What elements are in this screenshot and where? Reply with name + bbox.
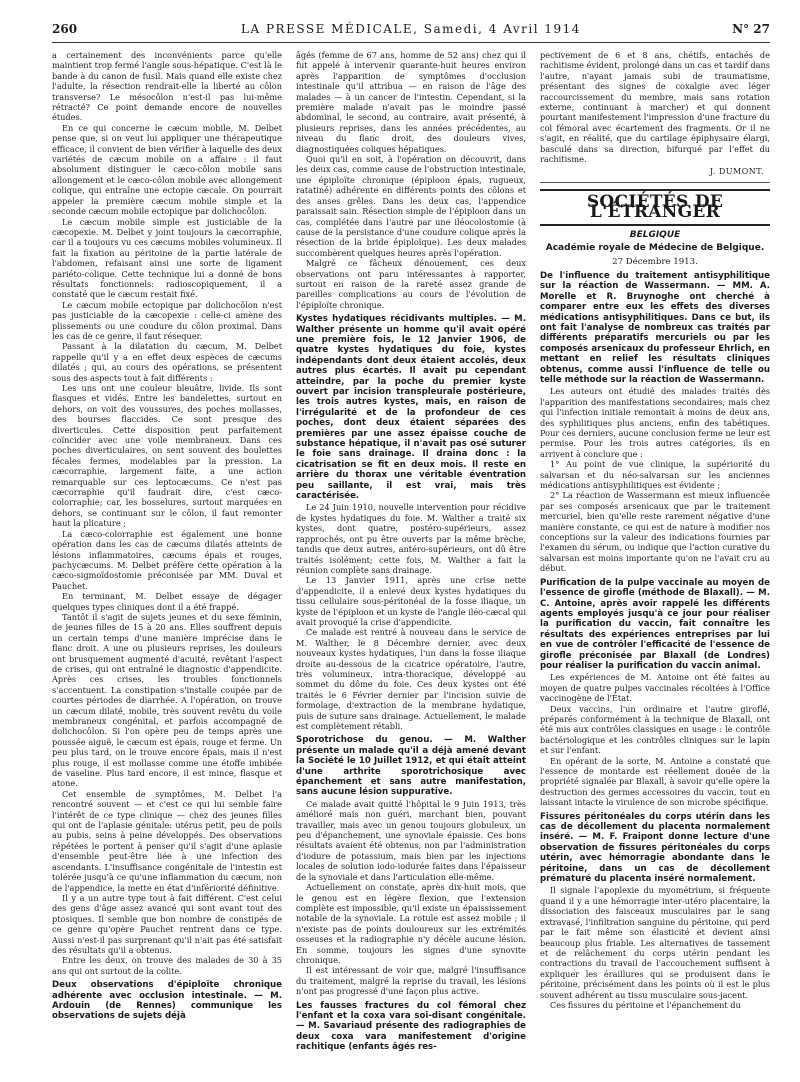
paragraph: Entre les deux, on trouve des malades de 30 à 35 ans qui ont surtout de la colite. — [52, 955, 282, 976]
meeting-date: 27 Décembre 1913. — [612, 256, 698, 267]
paragraph: Les uns ont une couleur bleuâtre, livide. Ils sont flasques et vidés. Entre les bandelettes, surtout en dehors, on voit des voussures, des poches mollasses, des bourses flaccides. Ce sont presque des diverticules. Cette disposition peut parfaitement coïncider avec une voile membraneux. Dans ces poches diverticulaires, on sent souvent des boulettes fécales fermes, modelables par la pression. La cæcorraphie, largement faite, a une action remarquable sur ces leptocæcums. Ce n'est pas cæcorraphie qu'il faudrait dire, c'est cæco-colorraphie; car, les bosselures, surtout marquées en dehors, se continuant sur le côlon, il faut remonter haut la plicature ; — [52, 383, 282, 529]
column-1 — [52, 50, 282, 1078]
paragraph: Ce malade est rentré à nouveau dans le service de M. Walther, le 8 Décembre dernier, avec deux nouveaux kystes hydatiques, l'un dans la fosse iliaque droite au-dessous de la cicatrice opératoire, l'autre, très volumineux, intra-thoracique, développé au sommet du dôme du foie. Ces deux kystes ont été traités le 6 Février dernier par l'incision suivie de formolage, d'extraction de la membrane hydatique, puis de suture sans drainage. Actuellement, le malade est complètement rétabli. — [296, 627, 526, 731]
paragraph: La cæco-colorraphie est également une bonne opération dans les cas de cæcums dilatés atteints de lésions inflammatoires, cæcums épais et rouges, pachycæcums. M. Delbet préfère cette opération à la cæco-sigmoïdostomie préconisée par MM. Duval et Pauchet. — [52, 528, 282, 591]
paragraph: Il y a un autre type tout à fait différent. C'est celui des gens d'âge assez avancé qui sont avant tout des ptosiques. Il semble que bon nombre de constipés de ce genre qu'opère Pauchet rentrent dans ce type. Aussi n'est-il pas surprenant qu'il n'ait pas été satisfait des résultats qu'il a obtenus. — [52, 892, 282, 955]
paragraph: Malgré ce fâcheux dénouement, ces deux observations ont paru intéressantes à rapporter, surtout en raison de la rareté assez grande de pareilles complications au cours de l'évolution de l'épiploïte chronique. — [296, 258, 526, 310]
article-heading-paragraph: Kystes hydatiques récidivants multiples. — M. Walther présente un homme qu'il avait opéré une première fois, le 12 Janvier 1906, de quatre kystes hydatiques du foie, kystes indépendants dont deux étaient accolés, deux autres plus écartés. Il avait pu cependant atteindre, par la poche du premier kyste ouvert par incision transpleurale postérieure, les trois autres kystes, mais, en raison de l'irrégularité et de la profondeur de ces poches, dont deux étaient séparées des premières par une assez épaisse couche de substance hépatique, il n'avait pas osé suturer le foie sans drainage. Il draina donc : la cicatrisation se fit en deux mois. Il reste en arrière du thorax une véritable éventration peu saillante, il est vrai, mais très caractérisée. — [296, 314, 526, 502]
paragraph: Actuellement on constate, après dix-huit mois, que le genou est en légère flexion, que l'extension complète est impossible, qu'il existe un épaississement notable de la synoviale. La rotule est assez mobile ; il n'existe pas de points douloureux sur les extrémités osseuses et la radiographie n'y décèle aucune lésion. En somme, toujours les signes d'une synovite chronique. — [296, 882, 526, 965]
paragraph: En terminant, M. Delbet essaye de dégager quelques types cliniques dont il a été frappé. — [52, 591, 282, 612]
article-heading-paragraph: Fissures péritonéales du corps utérin dans les cas de décollement du placenta normalement inséré. — M. F. Fraipont donne lecture d'une observation de fissures péritonéales du corps utérin, avec hémorragie abondante dans le péritoine, dans un cas de décollement prématuré du placenta inséré normalement. — [540, 811, 770, 885]
paragraph: En ce qui concerne le cæcum mobile, M. Delbet pense que, si on veut lui appliquer une thérapeutique efficace, il convient de bien vérifier à laquelle des deux variétés de cæcum mobile on a affaire : il faut absolument distinguer le cæco-côlon mobile sans allongement et le cæco-côlon mobile avec allongement colique, qui entraîne une ectopie cæcale. On pourrait appeler la première cæcum mobile simple et la seconde cæcum mobile ectopique par dolichocôlon. — [52, 122, 282, 217]
page-header — [52, 22, 770, 43]
country-heading: BELGIQUE — [629, 229, 681, 240]
column-3-continuation — [540, 50, 770, 164]
paragraph: Les expériences de M. Antoine ont été faites au moyen de quatre pulpes vaccinales récoltées à l'Office vaccinogène de l'État. — [540, 672, 770, 704]
paragraph: Ces fissures du péritoine et l'épanchement du — [550, 999, 741, 1010]
paragraph: Tantôt il s'agit de sujets jeunes et du sexe féminin, de jeunes filles de 15 à 20 ans. Elles souffrent depuis un certain temps d'une manière imprécise dans le flanc droit. A une ou plusieurs reprises, les douleurs ont brusquement augmenté d'acuité, revêtant l'aspect de crises, qui ont entraîné le diagnostic d'appendicite. Après ces crises, les troubles fonctionnels s'accentuent. La constipation s'installe coupée par de courtes périodes de diarrhée. A l'opération, on trouve un cæcum dilaté, mobile, très souvent revêtu du voile membraneux congénital, et parfois accompagné de dolichocôlon. Si l'on opère peu de temps après une poussée aiguë, le cæcum est épais, rouge et ferme. Un peu plus tard, on le trouve encore épais, mais il n'est plus rouge, il est mollasse comme une étoffe imbibée de vaseline. Plus tard encore, il est mince, flasque et atone. — [52, 611, 282, 789]
paragraph: 1° Au point de vue clinique, la supériorité du salvarsan et du néo-salvarsan sur les anciennes médications antisyphilitiques est évidente ; — [540, 459, 770, 491]
page-number: 260 — [52, 22, 78, 36]
column-3-body — [540, 271, 770, 1010]
paragraph: Quoi qu'il en soit, à l'opération on découvrit, dans les deux cas, comme cause de l'obstruction intestinale, une épiploïte chronique (épiploon épais, rugueux, ratatiné) adhérente en différents points des côlons et des anses grêles. Dans les deux cas, l'appendice paraissait sain. Résection simple de l'épiploon dans un cas, complétée dans l'autre par une iléocolostomie (à cause de la persistance d'une coudure colique après la résection de la bride épiploïque). Les deux malades succombèrent quelques heures après l'opération. — [296, 154, 526, 258]
article-heading-paragraph: Sporotrichose du genou. — M. Walther présente un malade qu'il a déjà amené devant la Société le 10 Juillet 1912, et qui était atteint d'une arthrite sporotrichosique avec épanchement et sans autre manifestation, sans aucune lésion suppurative. — [296, 735, 526, 798]
author-signature: J. DUMONT. — [709, 167, 764, 177]
section-title: SOCIÉTÉS DE L'ÉTRANGER — [540, 189, 770, 226]
paragraph: âgés (femme de 67 ans, homme de 52 ans) chez qui il fut appelé à intervenir quarante-huit heures environ après l'apparition de symptômes d'occlusion intestinale qu'il attribua — en raison de l'âge des malades — à un cancer de l'intestin. Cependant, si la première malade n'avait pas le moindre passé abdominal, le second, au contraire, avait présenté, à plusieurs reprises, dans les années précédentes, au niveau du flanc droit, des douleurs vives, diagnostiquées coliques hépatiques. — [296, 50, 526, 154]
paragraph: Le 24 Juin 1910, nouvelle intervention pour récidive de kystes hydatiques du foie. M. Walther a traité six kystes, dont quatre, postéro-supérieurs, assez rapprochés, ont pu être ouverts par la même brèche, tandis que deux autres, antéro-supérieurs, ont dû être traités isolément; cette fois, M. Walther a fait la réunion complète sans drainage. — [296, 502, 526, 575]
article-heading-paragraph: Purification de la pulpe vaccinale au moyen de l'essence de girofle (méthode de Blaxall). — M. C. Antoine, après avoir rappelé les différents agents employés jusqu'à ce jour pour réaliser la purification du vaccin, fait connaître les résultats des expériences entreprises par lui en vue de contrôler l'efficacité de l'essence de girofle préconisée par Blaxall (de Londres) pour réaliser la purification du vaccin animal. — [540, 577, 770, 671]
column-3 — [540, 50, 770, 1078]
paragraph: pectivement de 6 et 8 ans, chétifs, entachés de rachitisme évident, prolongé dans un cas et tardif dans l'autre, n'ayant jamais subi de traumatisme, présentant des signes de coxalgie avec léger raccourcissement du membre, mais sans rotation externe, continuant à marcher) et qui donnent pourtant manifestement l'impression d'une fracture du col fémoral avec écartement des fragments. Or il ne s'agit, en réalité, que du cartilage épiphysaire élargi, basculé dans sa direction, bifurqué par l'effet du rachitisme. — [540, 50, 770, 165]
article-heading-paragraph: De l'influence du traitement antisyphilitique sur la réaction de Wassermann. — MM. A. Morelle et R. Bruynoghe ont cherché à comparer entre eux les effets des diverses médications antisyphilitiques. Dans ce but, ils ont fait l'analyse de nombreux cas traités par différents préparatifs mercuriels ou par les composés arsenicaux du professeur Ehrlich, en mettant en relief les résultats cliniques obtenus, comme aussi l'influence de telle ou telle méthode sur la réaction de Wassermann. — [540, 270, 770, 385]
journal-title: LA PRESSE MÉDICALE, Samedi, 4 Avril 1914 — [241, 22, 581, 36]
academy-heading: Académie royale de Médecine de Belgique. — [545, 243, 765, 254]
paragraph: Il est intéressant de voir que, malgré l'insuffisance du traitement, malgré la reprise du travail, les lésions n'ont pas progressé d'une façon plus active. — [296, 965, 526, 997]
paragraph: Passant à la dilatation du cæcum, M. Delbet rappelle qu'il y a en effet deux espèces de cæcums dilatés ; qui, au cours des opérations, se présentent sous des aspects tout à fait différents : — [52, 341, 282, 383]
issue-number: N° 27 — [732, 22, 770, 36]
paragraph: Les auteurs ont étudié des malades traités dès l'apparition des manifestations secondaires, mais chez qui l'infection initiale remontait à moins de deux ans, des syphilitiques plus anciens, enfin des tabétiques. Pour ces derniers, aucune conclusion ferme ne leur est permise. Pour les trois autres catégories, ils en arrivent à conclure que : — [540, 386, 770, 459]
paragraph: Le cæcum mobile simple est justiciable de la cæcopexie. M. Delbet y joint toujours la cæcorraphie, car il a toujours vu ces cæcums mobiles volumineux. Il fait la fixation au péritoine de la partie latérale de l'abdomen, refaisant ainsi une sorte de ligament pariéto-colique. Cette technique lui a donné de bons résultats fonctionnels: radioscopiquement, il a constaté que le cæcum restait fixé. — [52, 216, 282, 300]
paragraph: Cet ensemble de symptômes, M. Delbet l'a rencontré souvent — et c'est ce qui lui semble faire l'intérêt de ce type clinique — chez des jeunes filles qui ont de l'aplasie génitale: utérus petit, peu de poils au pubis, seins à peine développés. Des observations répétées le portent à penser qu'il s'agit d'une aplasie d'ensemble peut-être liée à une infection des ascendants. L'insuffisance congénitale de l'intestin est tolérée jusqu'à ce qu'une inflammation du cæcum, non de l'appendice, la mette en état d'infériorité définitive. — [52, 788, 282, 893]
paragraph: 2° La réaction de Wassermann est mieux influencée par ses composés arsenicaux que par le traitement mercuriel, bien qu'elle reste rarement négative d'une manière constante, ce qui est de nature à modifier nos conceptions sur la valeur des indications fournies par l'examen du sérum, ou indique que l'action curative du salvarsan est moins importante qu'on ne l'avait cru au début. — [540, 490, 770, 574]
paragraph: Le 13 Janvier 1911, après une crise nette d'appendicite, il a enlevé deux kystes hydatiques du tissu cellulaire sous-péritonéal de la fosse iliaque, un kyste de l'épiploon et un kyste de l'angle iléo-cæcal qui avait provoqué la crise d'appendicite. — [296, 575, 526, 627]
paragraph: Il signale l'apoplexie du myométrium, si fréquente quand il y a une hémorragie inter-utéro placentaire, la dissociation des faisceaux musculaires par le sang extravasé, l'infiltration sanguine du péritoine, qui perd par le fait même son élasticité et devient ainsi beaucoup plus friable. Les alternatives de tassement et de relâchement du corps utérin pendant les contractions du travail de l'accouchement suffisent à expliquer les éraillures qui se produisent dans le péritoine, précisément dans les points où il est le plus souvent adhérent au tissu musculaire sous-jacent. — [540, 885, 770, 1000]
article-heading-paragraph: Les fausses fractures du col fémoral chez l'enfant et la coxa vara soi-disant congénitale. — M. Savariaud présente des radiographies de deux coxa vara manifestement d'origine rachitique (enfants âgés res- — [296, 1000, 526, 1053]
column-2 — [296, 50, 526, 1078]
paragraph: Ce malade avait quitté l'hôpital le 9 Juin 1913, très amélioré mais non guéri, marchant bien, pouvant travailler, mais avec un genou toujours globuleux, un peu d'épanchement, une synoviale épaissie. Ces bons résultats avaient été obtenus, non par l'administration d'iodure de potassium, mais bien par les injections locales de solution iodo-iodurée faites dans l'épaisseur de la synoviale et dans l'articulation elle-même. — [296, 798, 526, 882]
paragraph: Le cæcum mobile ectopique par dolichocôlon n'est pas justiciable de la cæcopexie : celle-ci amène des plissements ou une coudure du côlon proximal. Dans les cas de ce genre, il faut résequer. — [52, 299, 282, 341]
paragraph: Deux vaccins, l'un ordinaire et l'autre giroflé, préparés conformément à la technique de Blaxall, ont été mis aux contrôles classiques en usage : le contrôle bactériologique et les contrôles cliniques sur le lapin et sur l'enfant. — [540, 703, 770, 756]
divider — [540, 182, 770, 183]
paragraph: En opérant de la sorte, M. Antoine a constaté que l'essence de montarde est réellement douée de la propriété signalée par Blaxall, à savoir qu'elle opère la destruction des germes accessoires du vaccin, tout en laissant intacte la virulence de son microbe spécifique. — [540, 755, 770, 808]
paragraph: a certainement des inconvénients parce qu'elle maintient trop fermé l'angle sous-hépatique. C'est là le bande à du canon de fusil. Mais quand elle existe chez l'adulte, la résection rendrait-elle la liberté au côlon transverse? Le mésocôlon n'est-il pas lui-même rétracté? Ce point demande encore de nouvelles études. — [52, 50, 282, 123]
article-heading-paragraph: Deux observations d'épiploïte chronique adhérente avec occlusion intestinale. — M. Ardouin (de Rennes) communique les observations de sujets déjà — [52, 980, 282, 1022]
